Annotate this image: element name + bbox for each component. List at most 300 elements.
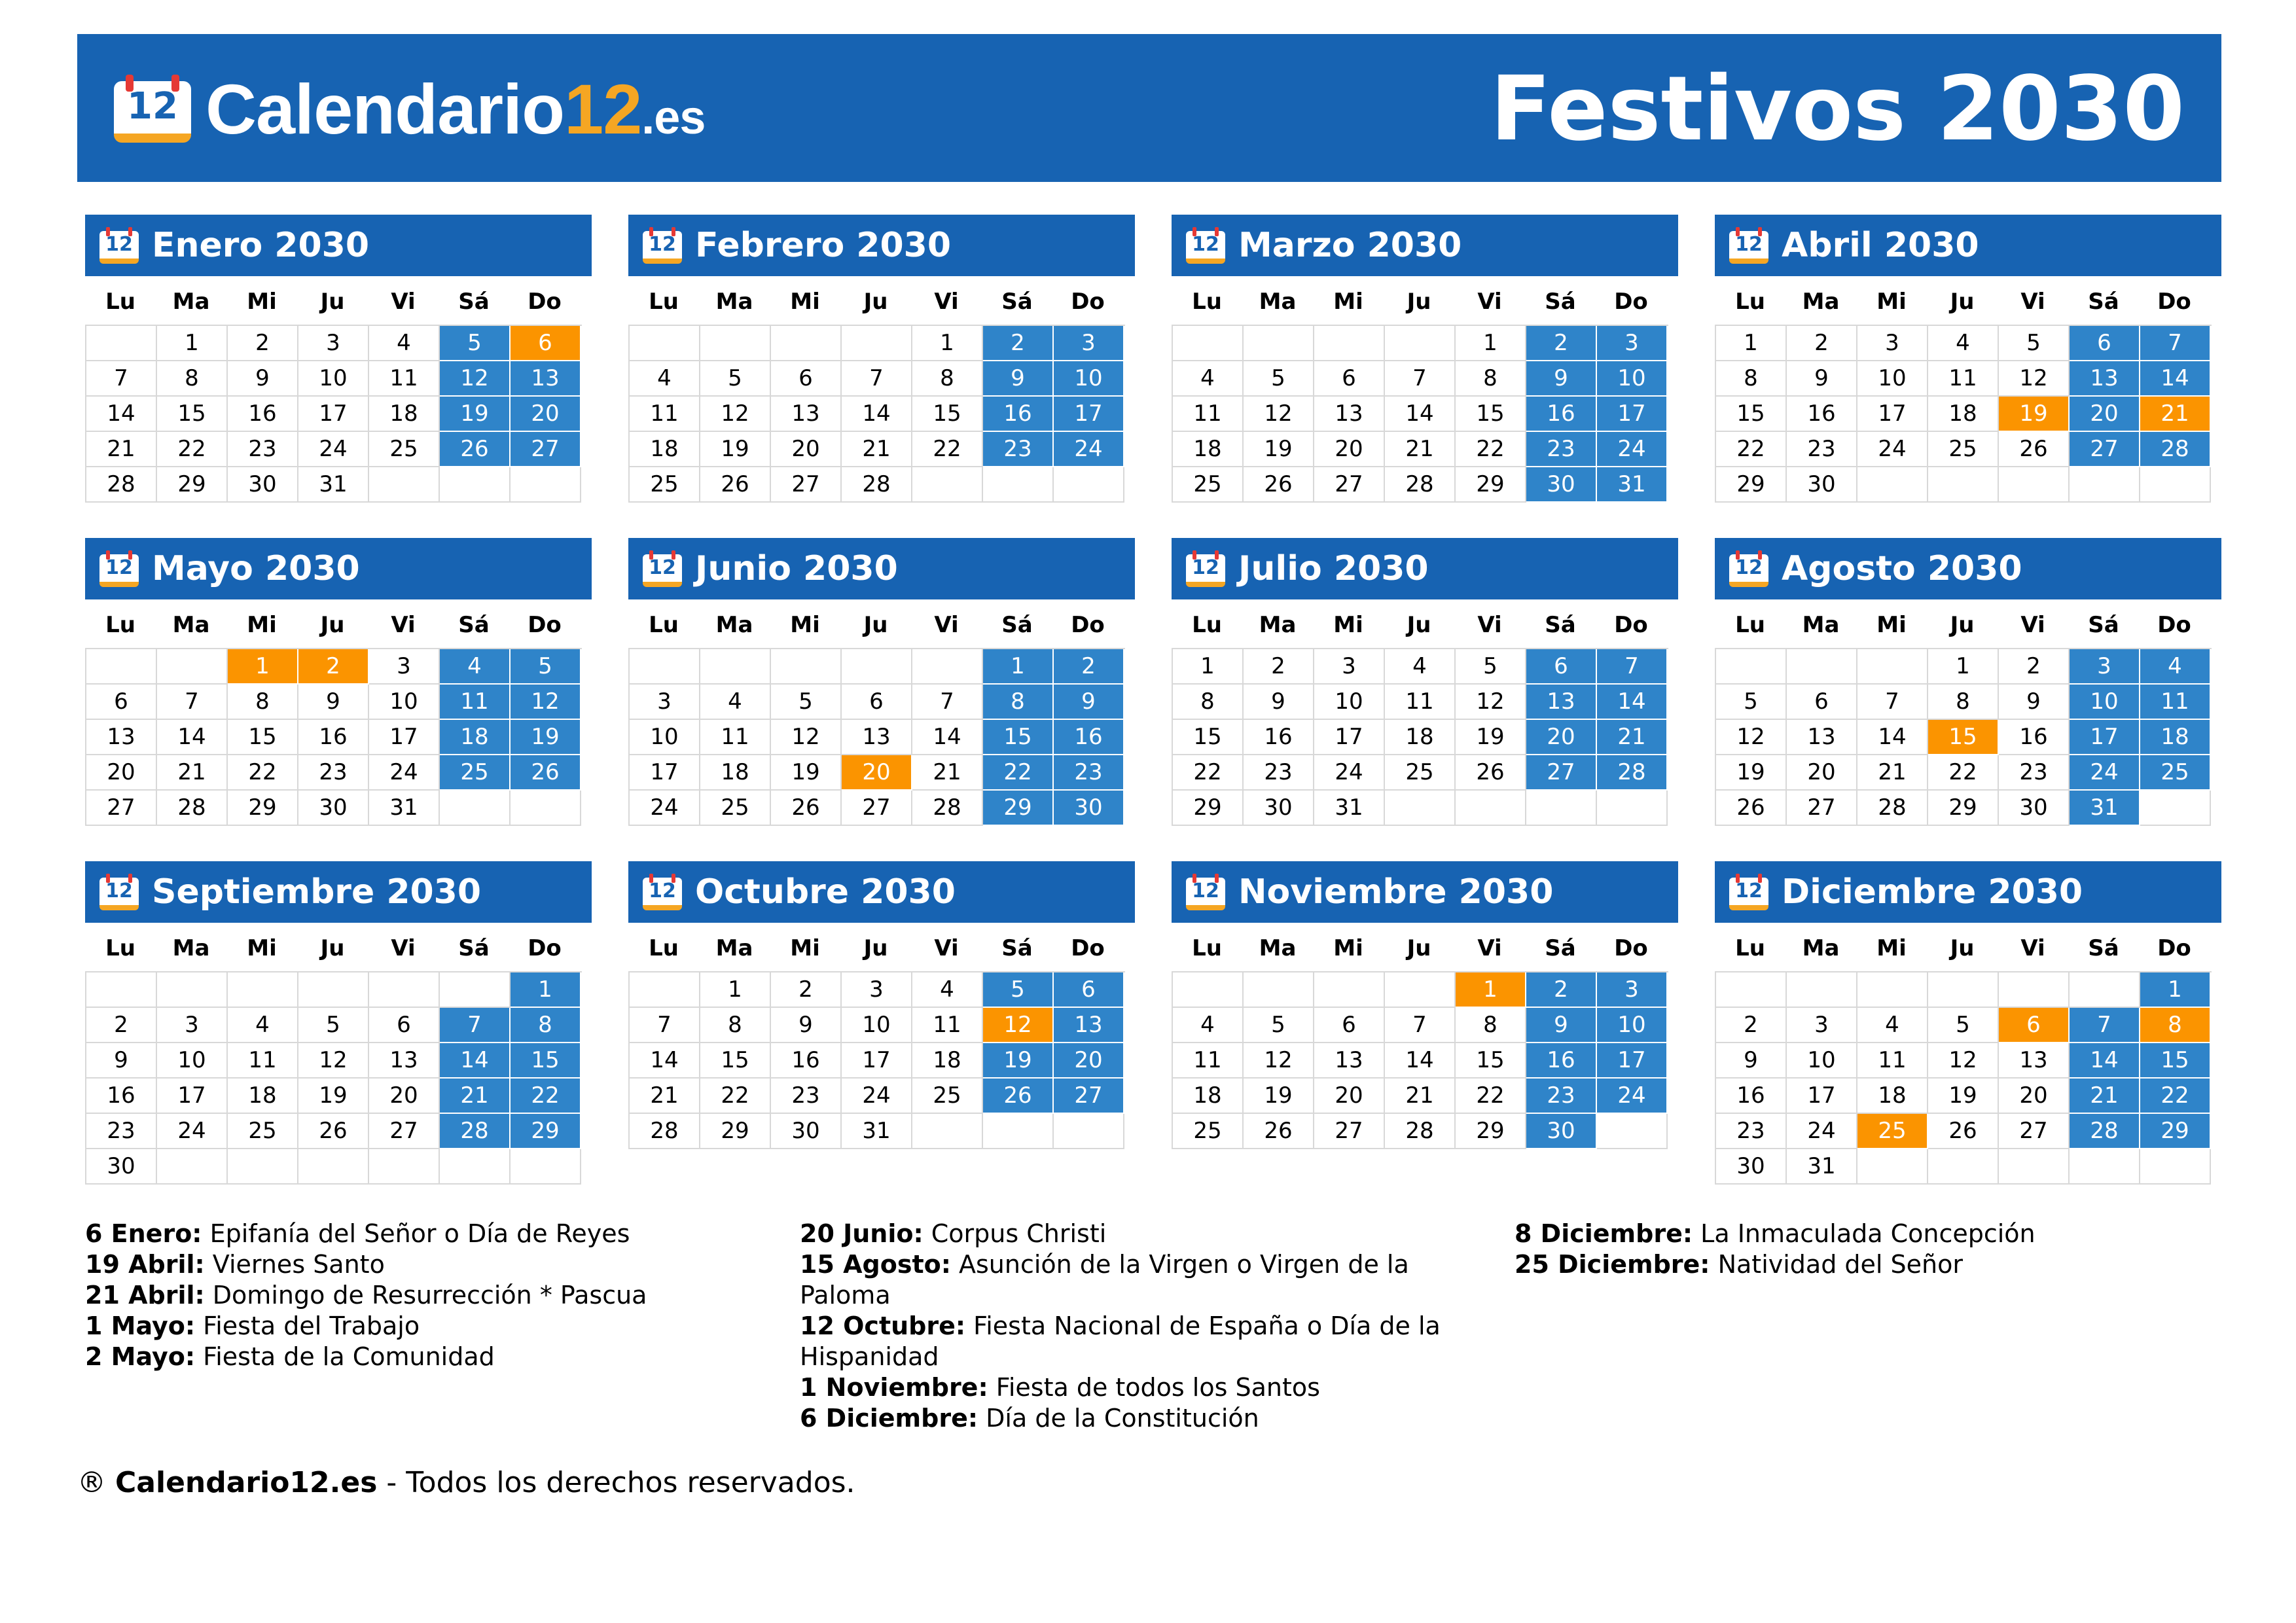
day-grid bbox=[1172, 971, 1668, 1149]
holiday-legend-item bbox=[85, 1342, 779, 1372]
day-cell: 25 bbox=[700, 791, 771, 826]
empty-cell bbox=[157, 1149, 228, 1185]
weekday-label: Sá bbox=[1001, 289, 1033, 315]
day-cell: 16 bbox=[86, 1079, 157, 1114]
day-cell: 22 bbox=[1928, 755, 1999, 791]
day-cell: 19 bbox=[1716, 755, 1787, 791]
holiday-legend-item bbox=[85, 1219, 779, 1249]
day-cell: 29 bbox=[1456, 467, 1526, 503]
day-cell: 24 bbox=[298, 432, 369, 467]
month-8 bbox=[1715, 538, 2221, 826]
weekend-day-cell: 28 bbox=[2070, 1114, 2140, 1149]
weekday-label: Vi bbox=[934, 935, 959, 961]
weekday-label: Do bbox=[528, 935, 562, 961]
empty-cell bbox=[912, 649, 983, 685]
day-cell: 29 bbox=[700, 1114, 771, 1149]
day-grid bbox=[85, 325, 582, 503]
day-cell: 14 bbox=[1857, 720, 1928, 755]
day-cell: 26 bbox=[700, 467, 771, 503]
calendar-icon-number: 12 bbox=[105, 233, 133, 256]
day-cell: 2 bbox=[228, 326, 298, 361]
weekend-day-cell: 11 bbox=[440, 685, 511, 720]
empty-cell bbox=[1787, 972, 1857, 1008]
day-cell: 29 bbox=[228, 791, 298, 826]
weekday-label: Lu bbox=[649, 935, 679, 961]
holiday-legend-item bbox=[85, 1249, 779, 1280]
day-cell: 11 bbox=[1385, 685, 1456, 720]
empty-cell bbox=[440, 1149, 511, 1185]
weekend-day-cell: 19 bbox=[983, 1043, 1054, 1079]
day-cell: 14 bbox=[842, 397, 912, 432]
day-cell: 27 bbox=[842, 791, 912, 826]
empty-cell bbox=[771, 649, 842, 685]
weekend-day-cell: 17 bbox=[1597, 1043, 1668, 1079]
day-cell: 11 bbox=[369, 361, 440, 397]
day-cell: 25 bbox=[912, 1079, 983, 1114]
holiday-description: La Inmaculada Concepción bbox=[1693, 1219, 2036, 1248]
weekend-day-cell: 14 bbox=[1597, 685, 1668, 720]
weekday-label: Do bbox=[1614, 612, 1648, 638]
weekend-day-cell: 21 bbox=[440, 1079, 511, 1114]
empty-cell bbox=[1597, 791, 1668, 826]
calendar-icon bbox=[1186, 874, 1225, 910]
empty-cell bbox=[630, 972, 700, 1008]
weekend-day-cell: 19 bbox=[440, 397, 511, 432]
day-cell: 10 bbox=[842, 1008, 912, 1043]
empty-cell bbox=[1385, 326, 1456, 361]
day-cell: 10 bbox=[157, 1043, 228, 1079]
day-cell: 8 bbox=[1173, 685, 1244, 720]
day-cell: 18 bbox=[1385, 720, 1456, 755]
weekend-day-cell: 22 bbox=[983, 755, 1054, 791]
weekend-day-cell: 20 bbox=[1526, 720, 1597, 755]
weekend-day-cell: 18 bbox=[2140, 720, 2211, 755]
weekday-label: Sá bbox=[458, 289, 490, 315]
month-title: Diciembre 2030 bbox=[1782, 872, 2083, 912]
weekday-label: Mi bbox=[1876, 935, 1907, 961]
day-cell: 27 bbox=[1787, 791, 1857, 826]
calendar-icon-number: 12 bbox=[1735, 556, 1763, 579]
weekday-label: Lu bbox=[1735, 612, 1765, 638]
empty-cell bbox=[511, 467, 581, 503]
day-cell: 21 bbox=[842, 432, 912, 467]
holiday-legend-item bbox=[800, 1249, 1494, 1311]
day-cell: 27 bbox=[771, 467, 842, 503]
day-cell: 12 bbox=[1244, 397, 1314, 432]
weekday-label: Lu bbox=[1735, 289, 1765, 315]
day-grid bbox=[628, 971, 1125, 1149]
empty-cell bbox=[86, 326, 157, 361]
weekend-day-cell: 3 bbox=[1597, 326, 1668, 361]
weekend-day-cell: 7 bbox=[2140, 326, 2211, 361]
day-cell: 18 bbox=[1928, 397, 1999, 432]
day-cell: 11 bbox=[1928, 361, 1999, 397]
day-cell: 22 bbox=[1716, 432, 1787, 467]
day-cell: 28 bbox=[86, 467, 157, 503]
day-cell: 10 bbox=[630, 720, 700, 755]
weekday-label: Vi bbox=[934, 612, 959, 638]
day-cell: 27 bbox=[86, 791, 157, 826]
weekday-label: Lu bbox=[105, 612, 135, 638]
day-cell: 9 bbox=[1999, 685, 2070, 720]
day-cell: 28 bbox=[1385, 467, 1456, 503]
day-grid bbox=[85, 648, 582, 826]
holiday-day-cell: 15 bbox=[1928, 720, 1999, 755]
day-cell: 20 bbox=[369, 1079, 440, 1114]
day-cell: 7 bbox=[1857, 685, 1928, 720]
holiday-date: 20 Junio: bbox=[800, 1219, 924, 1248]
day-cell: 4 bbox=[369, 326, 440, 361]
weekday-label: Vi bbox=[1477, 612, 1502, 638]
empty-cell bbox=[440, 791, 511, 826]
empty-cell bbox=[1857, 467, 1928, 503]
day-cell: 13 bbox=[86, 720, 157, 755]
calendar-icon-number: 12 bbox=[649, 233, 676, 256]
weekend-day-cell: 30 bbox=[1526, 467, 1597, 503]
weekday-label: Lu bbox=[1735, 935, 1765, 961]
weekday-label: Lu bbox=[105, 289, 135, 315]
day-cell: 25 bbox=[369, 432, 440, 467]
weekday-label: Mi bbox=[247, 612, 277, 638]
day-cell: 24 bbox=[1314, 755, 1385, 791]
weekend-day-cell: 12 bbox=[511, 685, 581, 720]
month-title: Marzo 2030 bbox=[1238, 226, 1462, 265]
calendar-icon-number: 12 bbox=[1735, 880, 1763, 902]
day-cell: 26 bbox=[1244, 467, 1314, 503]
weekend-day-cell: 30 bbox=[1054, 791, 1124, 826]
day-cell: 9 bbox=[86, 1043, 157, 1079]
day-cell: 8 bbox=[700, 1008, 771, 1043]
copyright-symbol: ® bbox=[77, 1466, 106, 1499]
day-cell: 16 bbox=[228, 397, 298, 432]
day-grid bbox=[1715, 325, 2212, 503]
empty-cell bbox=[86, 972, 157, 1008]
weekday-label: Ma bbox=[1259, 612, 1297, 638]
day-cell: 1 bbox=[1716, 326, 1787, 361]
weekday-label: Ju bbox=[1407, 935, 1431, 961]
day-cell: 12 bbox=[1456, 685, 1526, 720]
day-cell: 15 bbox=[1173, 720, 1244, 755]
weekend-day-cell: 26 bbox=[440, 432, 511, 467]
empty-cell bbox=[630, 326, 700, 361]
holiday-day-cell: 6 bbox=[1999, 1008, 2070, 1043]
day-cell: 30 bbox=[1716, 1149, 1787, 1185]
weekend-day-cell: 21 bbox=[1597, 720, 1668, 755]
day-grid bbox=[628, 325, 1125, 503]
day-cell: 5 bbox=[1999, 326, 2070, 361]
weekday-label: Ma bbox=[172, 289, 210, 315]
weekday-label: Vi bbox=[934, 289, 959, 315]
day-cell: 18 bbox=[630, 432, 700, 467]
holiday-legend-item bbox=[800, 1372, 1494, 1403]
weekend-day-cell: 9 bbox=[1526, 1008, 1597, 1043]
calendar-icon-number: 12 bbox=[105, 556, 133, 579]
weekend-day-cell: 4 bbox=[440, 649, 511, 685]
day-cell: 22 bbox=[700, 1079, 771, 1114]
weekday-header bbox=[628, 610, 1135, 640]
day-cell: 5 bbox=[298, 1008, 369, 1043]
calendar-icon-number: 12 bbox=[1735, 233, 1763, 256]
weekend-day-cell: 23 bbox=[1526, 432, 1597, 467]
weekend-day-cell: 15 bbox=[983, 720, 1054, 755]
weekend-day-cell: 31 bbox=[2070, 791, 2140, 826]
day-cell: 4 bbox=[1857, 1008, 1928, 1043]
weekday-label: Vi bbox=[1477, 289, 1502, 315]
day-cell: 6 bbox=[86, 685, 157, 720]
weekend-day-cell: 6 bbox=[2070, 326, 2140, 361]
day-cell: 26 bbox=[1716, 791, 1787, 826]
day-cell: 11 bbox=[1173, 397, 1244, 432]
day-cell: 9 bbox=[298, 685, 369, 720]
day-cell: 28 bbox=[630, 1114, 700, 1149]
calendar-icon bbox=[1729, 227, 1768, 264]
weekend-day-cell: 14 bbox=[2140, 361, 2211, 397]
day-cell: 18 bbox=[369, 397, 440, 432]
day-cell: 10 bbox=[369, 685, 440, 720]
weekday-label: Do bbox=[2157, 935, 2191, 961]
empty-cell bbox=[1999, 1149, 2070, 1185]
weekday-label: Ju bbox=[1407, 612, 1431, 638]
holiday-date: 1 Noviembre: bbox=[800, 1373, 988, 1402]
weekend-day-cell: 24 bbox=[1597, 432, 1668, 467]
empty-cell bbox=[511, 1149, 581, 1185]
calendar-icon bbox=[643, 227, 682, 264]
weekday-label: Ju bbox=[1950, 289, 1975, 315]
weekend-day-cell: 5 bbox=[983, 972, 1054, 1008]
weekday-label: Mi bbox=[1876, 612, 1907, 638]
month-header bbox=[85, 215, 592, 276]
day-cell: 15 bbox=[228, 720, 298, 755]
weekend-day-cell: 1 bbox=[983, 649, 1054, 685]
day-cell: 14 bbox=[1385, 397, 1456, 432]
weekday-label: Ma bbox=[715, 935, 753, 961]
weekend-day-cell: 24 bbox=[2070, 755, 2140, 791]
weekday-label: Vi bbox=[2020, 289, 2045, 315]
weekend-day-cell: 23 bbox=[983, 432, 1054, 467]
weekend-day-cell: 15 bbox=[511, 1043, 581, 1079]
empty-cell bbox=[983, 1114, 1054, 1149]
day-cell: 22 bbox=[157, 432, 228, 467]
day-cell: 28 bbox=[1857, 791, 1928, 826]
empty-cell bbox=[1173, 326, 1244, 361]
weekend-day-cell: 1 bbox=[511, 972, 581, 1008]
weekend-day-cell: 15 bbox=[2140, 1043, 2211, 1079]
weekday-label: Lu bbox=[1192, 935, 1222, 961]
weekend-day-cell: 5 bbox=[511, 649, 581, 685]
month-title: Julio 2030 bbox=[1238, 549, 1429, 588]
holiday-legend-item bbox=[1515, 1219, 2208, 1249]
legend-column-1 bbox=[85, 1219, 779, 1372]
day-cell: 12 bbox=[700, 397, 771, 432]
empty-cell bbox=[1928, 467, 1999, 503]
day-cell: 29 bbox=[157, 467, 228, 503]
footer-text: - Todos los derechos reservados. bbox=[377, 1466, 855, 1499]
holiday-day-cell: 6 bbox=[511, 326, 581, 361]
month-title: Abril 2030 bbox=[1782, 226, 1979, 265]
weekday-label: Ma bbox=[715, 289, 753, 315]
day-cell: 15 bbox=[1456, 1043, 1526, 1079]
holiday-date: 6 Enero: bbox=[85, 1219, 202, 1248]
day-cell: 26 bbox=[1456, 755, 1526, 791]
weekend-day-cell: 16 bbox=[983, 397, 1054, 432]
weekend-day-cell: 9 bbox=[983, 361, 1054, 397]
day-cell: 4 bbox=[228, 1008, 298, 1043]
weekend-day-cell: 2 bbox=[983, 326, 1054, 361]
calendar-icon bbox=[1186, 227, 1225, 264]
day-cell: 17 bbox=[157, 1079, 228, 1114]
weekday-label: Ma bbox=[1259, 935, 1297, 961]
day-cell: 31 bbox=[369, 791, 440, 826]
day-cell: 3 bbox=[842, 972, 912, 1008]
weekend-day-cell: 22 bbox=[2140, 1079, 2211, 1114]
day-cell: 6 bbox=[842, 685, 912, 720]
day-cell: 23 bbox=[1787, 432, 1857, 467]
holiday-description: Asunción de la Virgen o Virgen de la Paloma bbox=[800, 1250, 1409, 1310]
footer bbox=[77, 1466, 855, 1499]
day-cell: 22 bbox=[1456, 1079, 1526, 1114]
weekend-day-cell: 7 bbox=[440, 1008, 511, 1043]
day-cell: 10 bbox=[298, 361, 369, 397]
weekday-label: Vi bbox=[2020, 612, 2045, 638]
day-cell: 12 bbox=[298, 1043, 369, 1079]
holiday-day-cell: 1 bbox=[228, 649, 298, 685]
weekend-day-cell: 28 bbox=[440, 1114, 511, 1149]
weekend-day-cell: 24 bbox=[1597, 1079, 1668, 1114]
day-cell: 15 bbox=[1716, 397, 1787, 432]
holiday-date: 2 Mayo: bbox=[85, 1342, 196, 1371]
weekday-label: Ju bbox=[863, 612, 888, 638]
day-grid bbox=[85, 971, 582, 1185]
holiday-day-cell: 25 bbox=[1857, 1114, 1928, 1149]
calendar-icon bbox=[1729, 550, 1768, 587]
day-cell: 25 bbox=[630, 467, 700, 503]
day-cell: 20 bbox=[1314, 432, 1385, 467]
day-cell: 28 bbox=[157, 791, 228, 826]
weekday-header bbox=[1715, 933, 2221, 963]
weekend-day-cell: 16 bbox=[1054, 720, 1124, 755]
weekday-header bbox=[1172, 287, 1678, 317]
day-cell: 31 bbox=[1787, 1149, 1857, 1185]
day-cell: 25 bbox=[1173, 467, 1244, 503]
day-cell: 28 bbox=[1385, 1114, 1456, 1149]
calendar-icon bbox=[99, 550, 139, 587]
day-cell: 4 bbox=[630, 361, 700, 397]
day-cell: 8 bbox=[1928, 685, 1999, 720]
empty-cell bbox=[983, 467, 1054, 503]
day-cell: 22 bbox=[1456, 432, 1526, 467]
weekend-day-cell: 9 bbox=[1054, 685, 1124, 720]
empty-cell bbox=[2070, 1149, 2140, 1185]
empty-cell bbox=[440, 972, 511, 1008]
month-10 bbox=[628, 861, 1135, 1149]
day-cell: 16 bbox=[771, 1043, 842, 1079]
day-cell: 14 bbox=[1385, 1043, 1456, 1079]
month-header bbox=[628, 538, 1135, 599]
day-cell: 3 bbox=[1857, 326, 1928, 361]
day-cell: 20 bbox=[86, 755, 157, 791]
weekday-label: Do bbox=[1071, 289, 1105, 315]
weekday-label: Sá bbox=[2088, 289, 2119, 315]
day-cell: 3 bbox=[1787, 1008, 1857, 1043]
day-grid bbox=[1715, 648, 2212, 826]
day-cell: 23 bbox=[86, 1114, 157, 1149]
day-cell: 6 bbox=[1314, 1008, 1385, 1043]
calendar-icon bbox=[643, 874, 682, 910]
calendar-icon bbox=[99, 874, 139, 910]
weekday-label: Ma bbox=[1259, 289, 1297, 315]
weekday-label: Sá bbox=[458, 612, 490, 638]
weekday-label: Vi bbox=[391, 612, 416, 638]
day-cell: 6 bbox=[369, 1008, 440, 1043]
day-cell: 20 bbox=[1999, 1079, 2070, 1114]
weekday-label: Sá bbox=[1545, 289, 1576, 315]
day-cell: 7 bbox=[842, 361, 912, 397]
day-cell: 4 bbox=[1173, 1008, 1244, 1043]
legend-column-2 bbox=[800, 1219, 1494, 1434]
month-12 bbox=[1715, 861, 2221, 1179]
day-grid bbox=[628, 648, 1125, 826]
day-cell: 11 bbox=[630, 397, 700, 432]
day-cell: 14 bbox=[630, 1043, 700, 1079]
empty-cell bbox=[1999, 467, 2070, 503]
day-cell: 9 bbox=[1716, 1043, 1787, 1079]
calendar-icon-number: 12 bbox=[1192, 880, 1219, 902]
day-cell: 30 bbox=[771, 1114, 842, 1149]
weekend-day-cell: 17 bbox=[1597, 397, 1668, 432]
day-cell: 24 bbox=[1857, 432, 1928, 467]
holiday-description: Viernes Santo bbox=[204, 1250, 385, 1279]
weekday-header bbox=[85, 610, 592, 640]
day-cell: 24 bbox=[157, 1114, 228, 1149]
day-cell: 11 bbox=[1173, 1043, 1244, 1079]
empty-cell bbox=[1716, 649, 1787, 685]
day-cell: 27 bbox=[1999, 1114, 2070, 1149]
month-header bbox=[1715, 538, 2221, 599]
day-cell: 5 bbox=[1716, 685, 1787, 720]
day-cell: 17 bbox=[369, 720, 440, 755]
calendar-icon bbox=[643, 550, 682, 587]
holiday-legend-item bbox=[85, 1280, 779, 1311]
weekday-label: Sá bbox=[1545, 612, 1576, 638]
day-cell: 6 bbox=[1314, 361, 1385, 397]
day-grid bbox=[1172, 325, 1668, 503]
month-7 bbox=[1172, 538, 1678, 826]
calendar-icon-number: 12 bbox=[649, 556, 676, 579]
weekend-day-cell: 25 bbox=[2140, 755, 2211, 791]
day-cell: 15 bbox=[1456, 397, 1526, 432]
month-2 bbox=[628, 215, 1135, 503]
holiday-date: 15 Agosto: bbox=[800, 1250, 951, 1279]
day-cell: 4 bbox=[1385, 649, 1456, 685]
empty-cell bbox=[1857, 1149, 1928, 1185]
day-cell: 5 bbox=[700, 361, 771, 397]
day-cell: 27 bbox=[1314, 467, 1385, 503]
day-cell: 18 bbox=[1857, 1079, 1928, 1114]
weekend-day-cell: 5 bbox=[440, 326, 511, 361]
empty-cell bbox=[1857, 972, 1928, 1008]
weekend-day-cell: 16 bbox=[1526, 1043, 1597, 1079]
day-cell: 12 bbox=[1244, 1043, 1314, 1079]
empty-cell bbox=[1244, 326, 1314, 361]
day-cell: 4 bbox=[1173, 361, 1244, 397]
day-cell: 4 bbox=[912, 972, 983, 1008]
site-logo[interactable] bbox=[114, 68, 705, 149]
weekday-label: Do bbox=[2157, 612, 2191, 638]
day-cell: 16 bbox=[1999, 720, 2070, 755]
footer-brand[interactable]: Calendario12.es bbox=[115, 1466, 378, 1499]
weekend-day-cell: 2 bbox=[1526, 326, 1597, 361]
day-cell: 16 bbox=[1787, 397, 1857, 432]
